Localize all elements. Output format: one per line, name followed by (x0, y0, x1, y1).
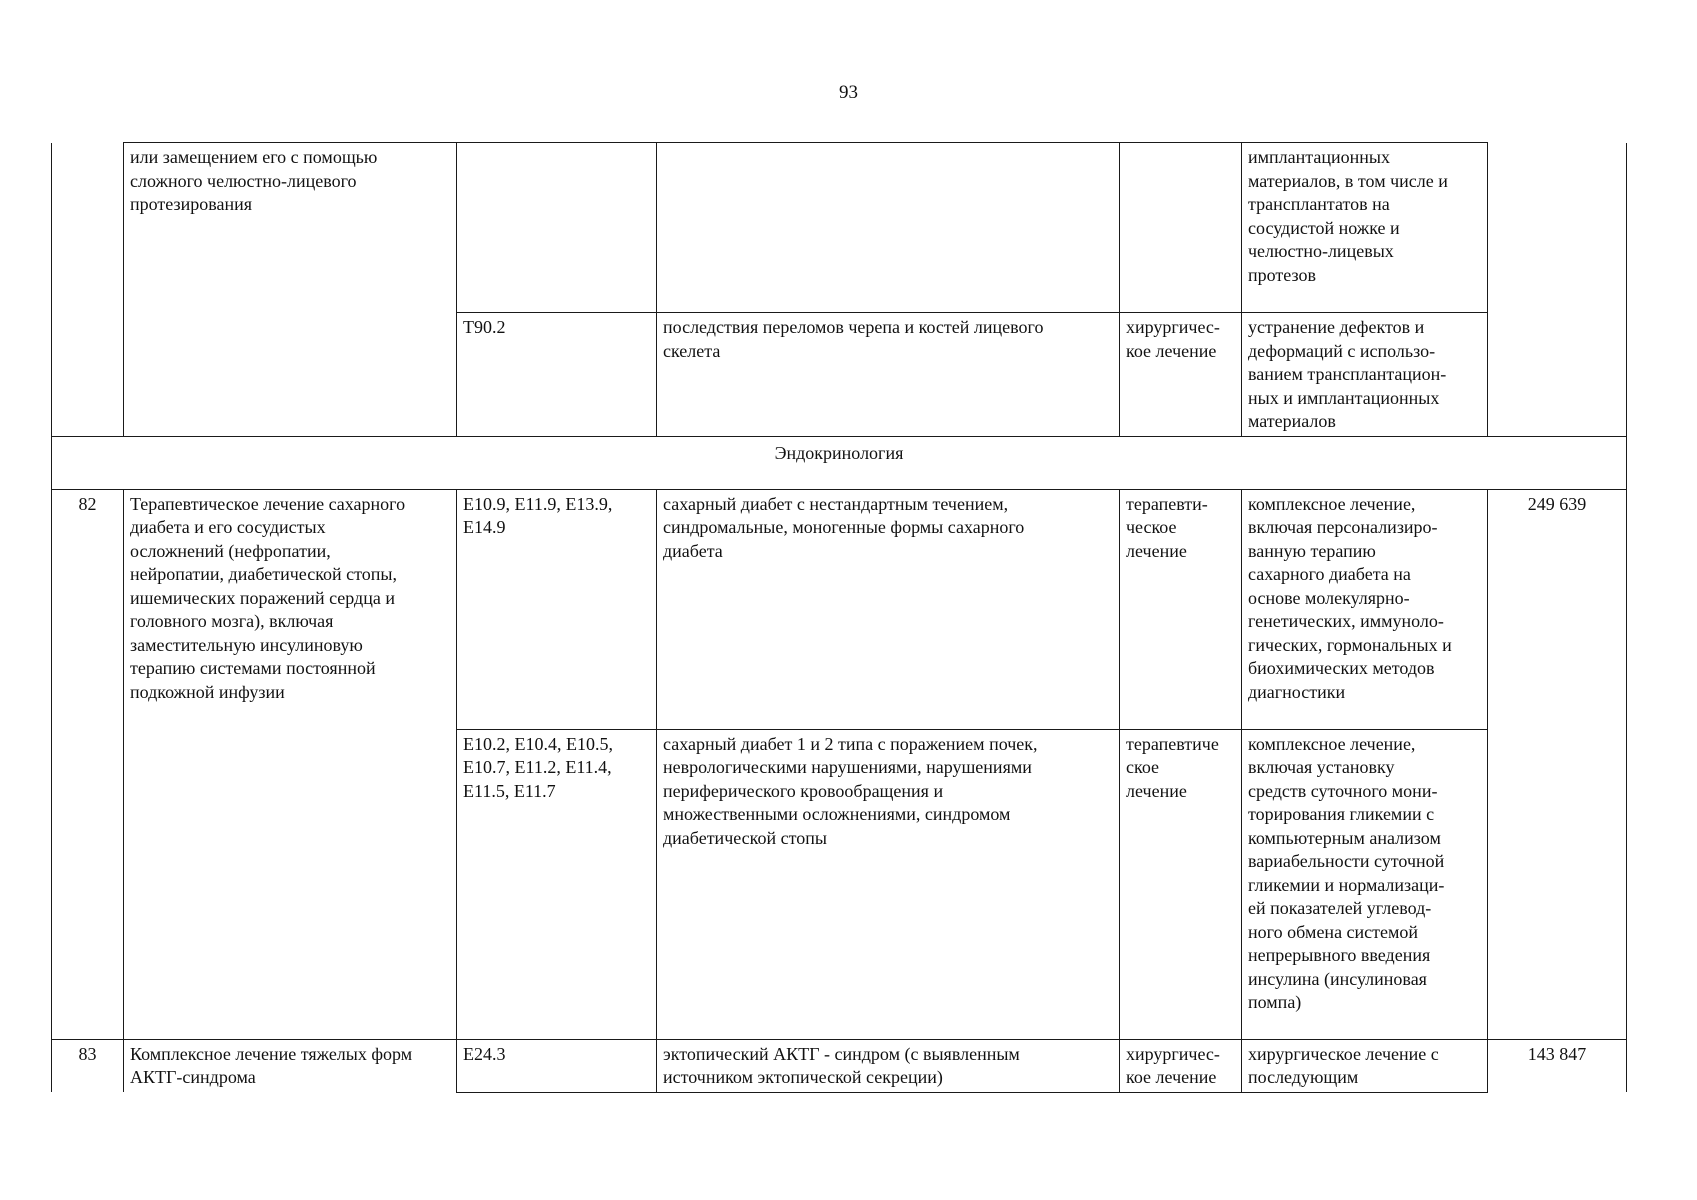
section-title: Эндокринология (52, 436, 1627, 489)
medical-care-table (51, 142, 1627, 1093)
method-cell: комплексное лечение, включая персонализиро- ванную терапию сахарного диабета на основе молекулярно- генетических, иммуноло- гических, гормональных и биохимических методов диагностики (1242, 489, 1488, 729)
model-cell: последствия переломов черепа и костей лицевого скелета (657, 313, 1120, 437)
price-cell (1488, 143, 1627, 437)
codes-cell: E24.3 (457, 1039, 657, 1092)
method-cell: устранение дефектов и деформаций с использо- ванием трансплантацион- ных и имплантационных материалов (1242, 313, 1488, 437)
price-cell: 143 847 (1488, 1039, 1627, 1092)
num-cell (52, 143, 124, 437)
codes-cell (457, 143, 657, 313)
table-row (52, 489, 1627, 729)
section-row (52, 436, 1627, 489)
num-cell: 83 (52, 1039, 124, 1092)
treatment-cell: терапевтиче ское лечение (1120, 729, 1242, 1039)
treatment-cell (1120, 143, 1242, 313)
method-cell: имплантационных материалов, в том числе и трансплантатов на сосудистой ножке и челюстно-лицевых протезов (1242, 143, 1488, 313)
codes-cell: E10.2, E10.4, E10.5, E10.7, E11.2, E11.4, E11.5, E11.7 (457, 729, 657, 1039)
treatment-cell: терапевти- ческое лечение (1120, 489, 1242, 729)
name-cell: Комплексное лечение тяжелых форм АКТГ-синдрома (124, 1039, 457, 1092)
model-cell: сахарный диабет 1 и 2 типа с поражением почек, неврологическими нарушениями, нарушениями периферического кровообращения и множественными осложнениями, синдромом диабетической стопы (657, 729, 1120, 1039)
page-number: 93 (839, 82, 858, 103)
model-cell: сахарный диабет с нестандартным течением, синдромальные, моногенные формы сахарного диабета (657, 489, 1120, 729)
table-row (52, 1039, 1627, 1092)
model-cell (657, 143, 1120, 313)
codes-cell: T90.2 (457, 313, 657, 437)
name-cell: Терапевтическое лечение сахарного диабета и его сосудистых осложнений (нефропатии, нейропатии, диабетической стопы, ишемических поражений сердца и головного мозга), включая заместительную инсулиновую терапию системами постоянной подкожной инфузии (124, 489, 457, 1039)
codes-cell: E10.9, E11.9, E13.9, E14.9 (457, 489, 657, 729)
treatment-cell: хирургичес- кое лечение (1120, 313, 1242, 437)
num-cell: 82 (52, 489, 124, 1039)
name-cell: или замещением его с помощью сложного челюстно-лицевого протезирования (124, 143, 457, 437)
method-cell: хирургическое лечение с последующим (1242, 1039, 1488, 1092)
table-row (52, 143, 1627, 313)
method-cell: комплексное лечение, включая установку средств суточного мони- торирования гликемии с компьютерным анализом вариабельности суточной гликемии и нормализаци- ей показателей углевод- ного обмена системой непрерывного введения инсулина (инсулиновая помпа) (1242, 729, 1488, 1039)
treatment-cell: хирургичес- кое лечение (1120, 1039, 1242, 1092)
model-cell: эктопический АКТГ - синдром (с выявленным источником эктопической секреции) (657, 1039, 1120, 1092)
price-cell: 249 639 (1488, 489, 1627, 1039)
